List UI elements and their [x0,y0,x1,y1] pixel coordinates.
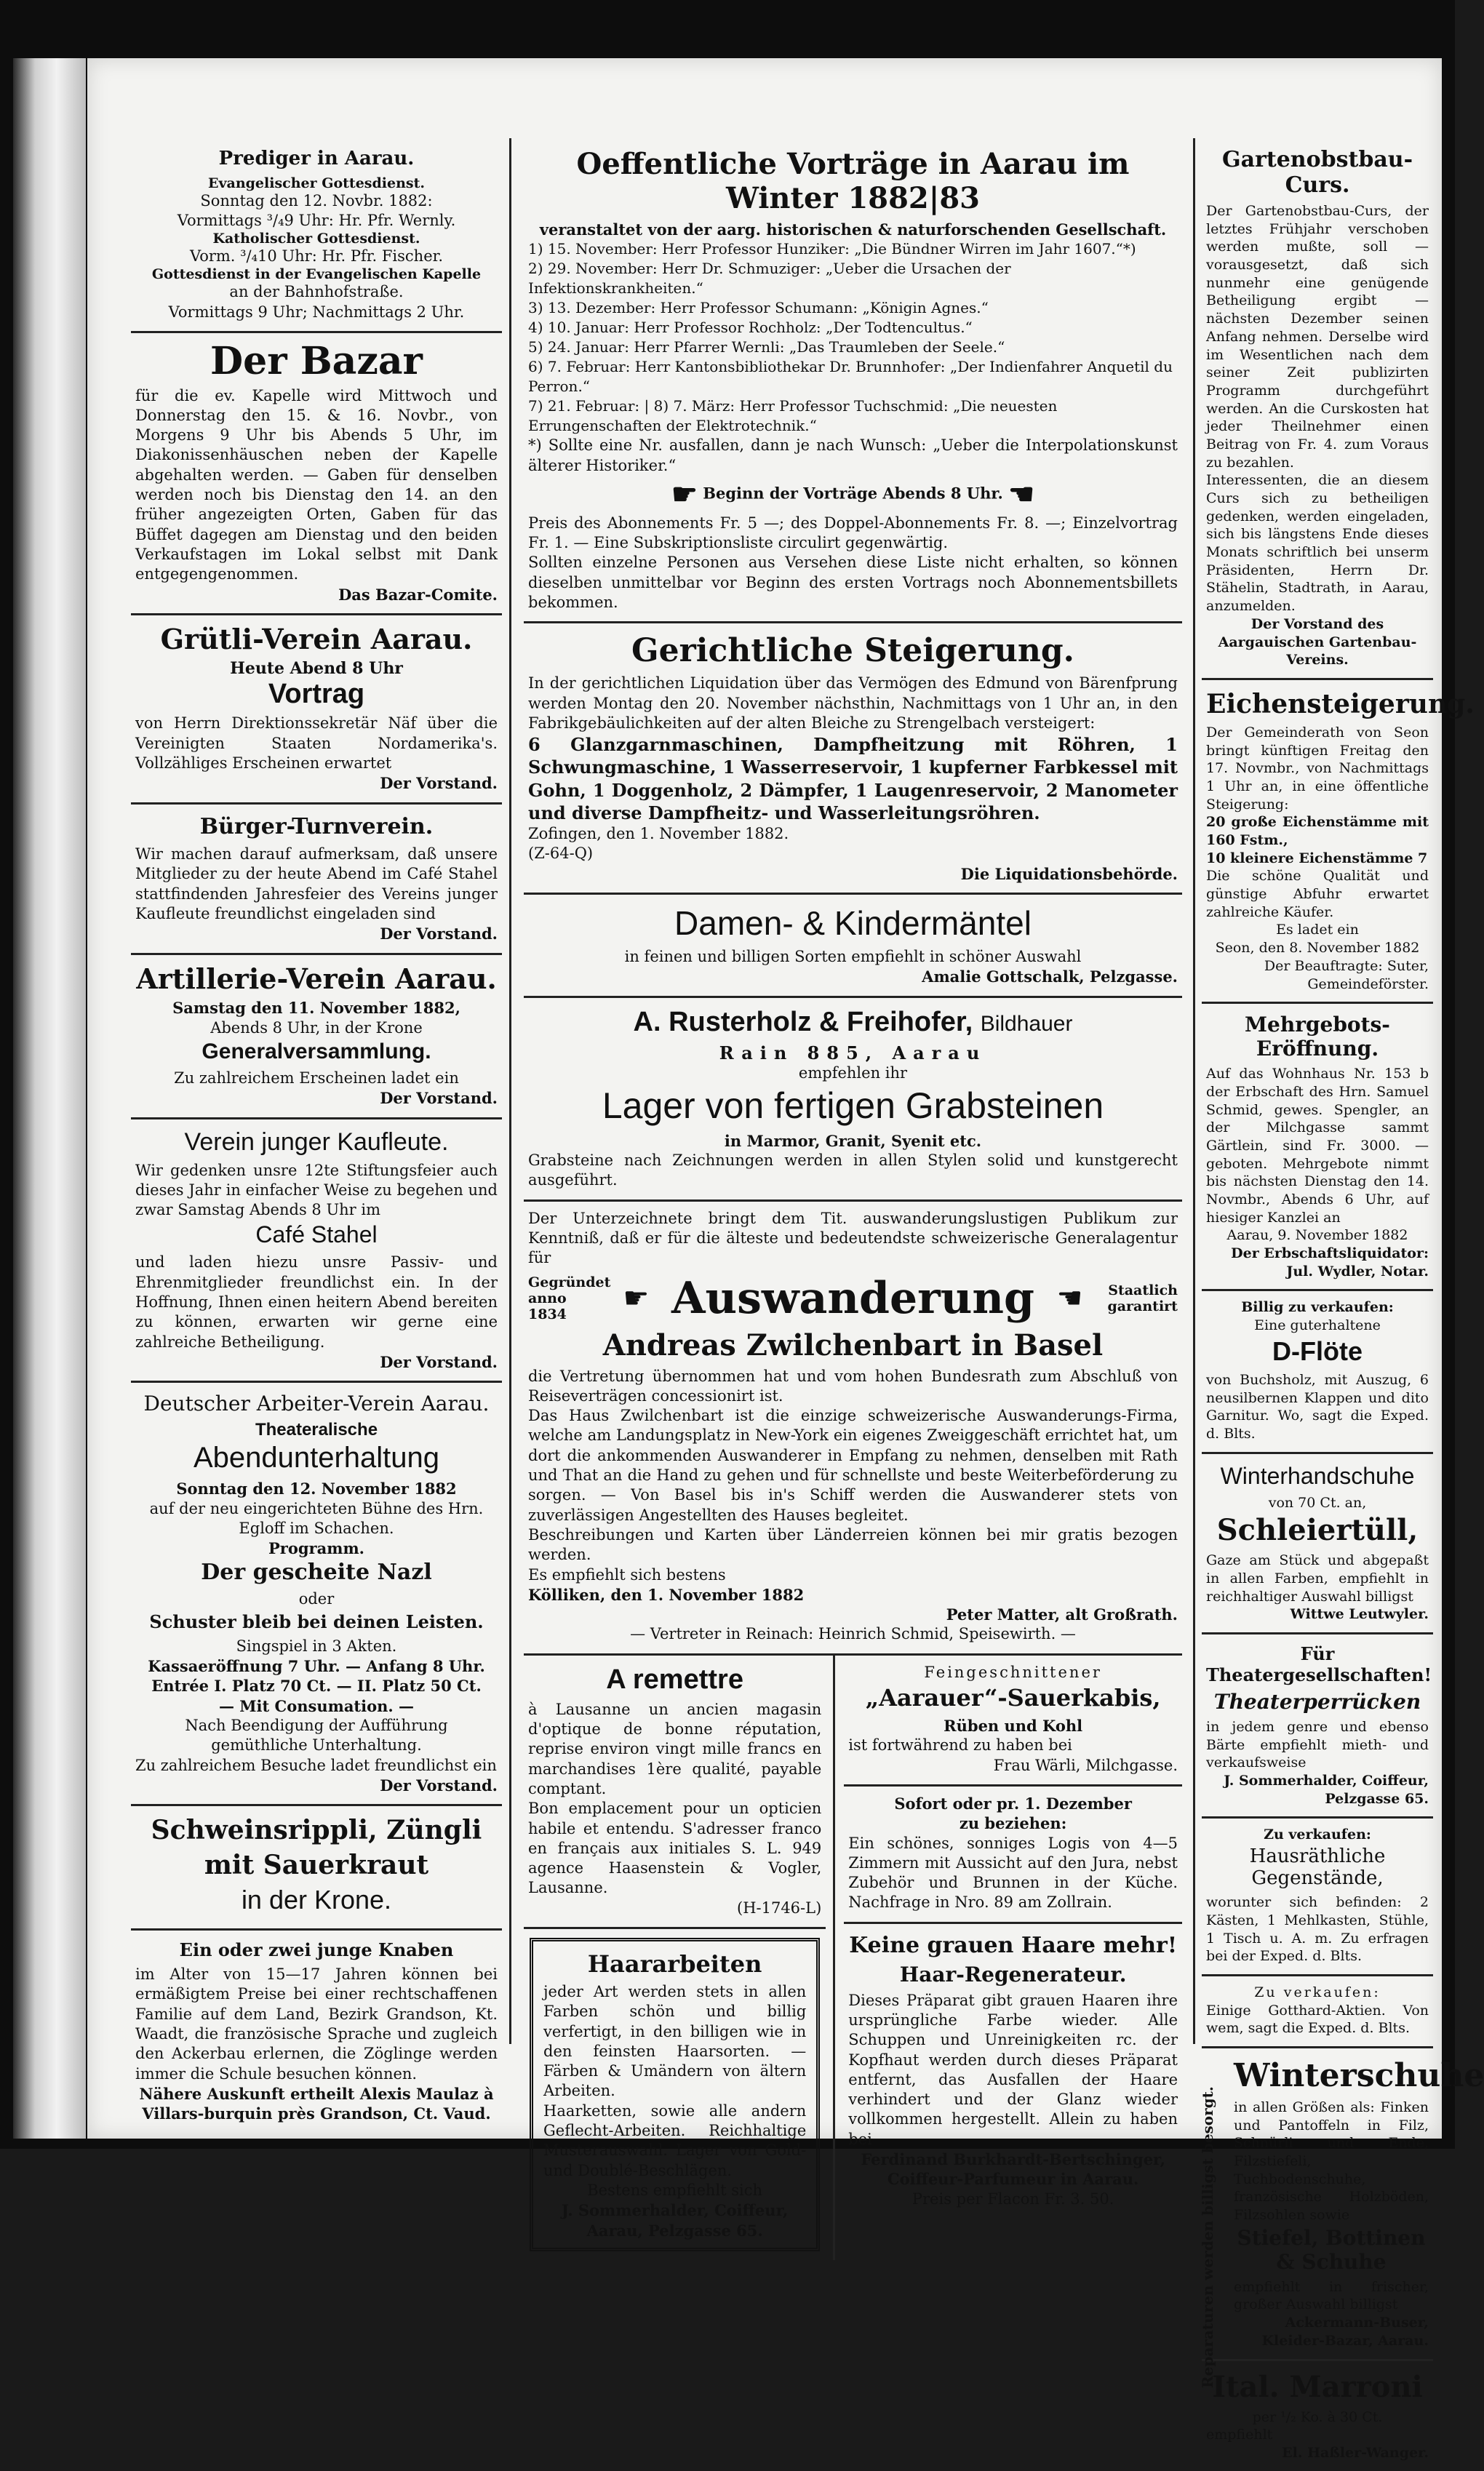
arbeiter-date: Sonntag den 12. November 1882 [176,1480,457,1498]
lower-middle-right [835,1656,1182,2260]
artillerie-text2: Zu zahlreichem Erscheinen ladet ein [174,1069,459,1087]
remettre-text2: Bon emplacement pour un opticien habile et entendu. S'adresser franco en français aux initiales S. L. 949 agence Haasenstein & Vogler, Lausanne. [528,1800,822,1897]
evang-date: Sonntag den 12. Novbr. 1882: [200,191,433,209]
middle-column [524,138,1182,2240]
arbeiter-sub: Theateralische [255,1420,378,1440]
vortrag-item: 4) 10. Januar: Herr Professor Rochholz: „Der Todtencultus.“ [528,319,973,337]
haare-sign: Ferdinand Burkhardt-Bertschinger, Coiffeur-Parfumeur in Aarau. [861,2150,1165,2189]
haar-sign: J. Sommerhalder, Coiffeur, Aarau, Pelzgasse 65. [561,2201,789,2240]
schuhe-title: Winterschuhe [1234,2056,1484,2094]
winter-big: Schleiertüll, [1216,1513,1419,1548]
winter-sub: von 70 Ct. an, [1268,1494,1367,1511]
artillerie-date: Samstag den 11. November 1882, [172,999,460,1018]
logis-head: Sofort oder pr. 1. Dezember [894,1794,1132,1813]
ad-haar-regenerateur [844,1924,1182,2218]
haar-text2: Haarketten, sowie alle andern Geflecht-Arbeiten. Reichhaltige Musterauswahl. Lager von Gold- und Doublé-Beschlägen. [543,2101,807,2179]
mehrgebot-sign: Der Erbschaftsliquidator: Jul. Wydler, Notar. [1231,1245,1429,1280]
schweinsrippli-line3: in der Krone. [241,1885,392,1915]
vortrag-item: 3) 13. Dezember: Herr Professor Schumann: „Königin Agnes.“ [528,299,989,317]
eichen-text: Der Gemeinderath von Seon bringt künftigen Freitag den 17. Novmbr., von Nachmittags 1 Uhr an, in eine öffentliche Steigerung: [1206,724,1429,813]
knaben-title: Ein oder zwei junge Knaben [179,1939,454,1961]
haare-price: Preis per Flacon Fr. 3. 50. [911,2189,1114,2208]
vortraege-preis2: Sollten einzelne Personen aus Versehen diese Liste nicht erhalten, so können dieselben unmittelbar vor Beginn des ersten Vortrags noch Abonnementsbillets bekommen. [528,554,1178,612]
garten-sign: Der Vorstand des Aargauischen Gartenbau-Vereins. [1218,615,1417,668]
rusterholz-mat: in Marmor, Granit, Syenit etc. [724,1131,982,1150]
rusterholz-title: A. Rusterholz & Freihofer, [633,1006,973,1037]
ad-haararbeiten [530,1938,820,2251]
ad-eichensteigerung [1202,680,1475,1004]
schuhe-side-text: Reparaturen werden billigst besorgt. [1199,2086,1216,2389]
vortraege-list [528,239,1178,436]
arbeiter-sign: Der Vorstand. [380,1776,498,1795]
rusterholz-title-row [528,1007,1178,1038]
rusterholz-addr: Rain 885, Aarau [719,1042,987,1063]
floete-big: D-Flöte [1272,1336,1363,1366]
ad-floete [1202,1291,1433,1453]
mehrgebot-title: Mehrgebots-Eröffnung. [1245,1013,1390,1061]
marroni-sign: El. Haßler-Wanger. [1282,2444,1429,2461]
kath-text: Vorm. ³/₄10 Uhr: Hr. Pfr. Fischer. [189,247,444,266]
turn-title: Bürger-Turnverein. [199,813,434,839]
ad-logis [844,1787,1182,1924]
arbeiter-text2: Nach Beendigung der Aufführung gemüthliche Unterhaltung. [185,1716,448,1755]
remettre-title: A remettre [606,1664,743,1695]
artillerie-big: Generalversammlung. [202,1039,431,1063]
remettre-text: à Lausanne un ancien magasin d'optique de bonne réputation, reprise environ vingt mille francs en marchandises 1ère qualité, payable comptant. [528,1700,822,1797]
ad-knaben [131,1931,502,2132]
newspaper-page [87,58,1484,2461]
steigerung-place: Zofingen, den 1. November 1882. [528,825,789,843]
ad-gartenobstbau [1202,138,1433,680]
gruetli-text: von Herrn Direktionssekretär Näf über die Vereinigten Staaten Nordamerika's. Vollzähliges Erscheinen erwartet [135,714,498,773]
knaben-text: im Alter von 15—17 Jahren können bei ermäßigtem Preise bei einer rechtschaffenen Familie auf dem Land, Bezirk Grandson, Kt. Waadt, die französische Sprache und zugleich den Ackerbau erlernen, die Zöglinge werden immer die Schule besuchen können. [135,1965,498,2083]
haare-title: Keine grauen Haare mehr! [849,1932,1178,1958]
gruetli-big: Vortrag [268,678,365,709]
damen-title: Damen- & Kindermäntel [674,903,1032,942]
turn-text: Wir machen darauf aufmerksam, daß unsere Mitglieder zu der heute Abend im Café Stahel stattfindenden Jahresfeier des Vereins junger Kaufleute freundlichst eingeladen sind [135,845,498,923]
damen-text: in feinen und billigen Sorten empfiehlt in schöner Auswahl [624,947,1082,965]
pointing-hand-icon: ☛ [671,476,698,511]
vortraege-note: *) Sollte eine Nr. ausfallen, dann je nach Wunsch: „Ueber die Interpolationskunst älterer Historiker.“ [528,436,1178,474]
gotthard-head: Zu verkaufen: [1254,1984,1381,2000]
vortraege-sub: veranstaltet von der aarg. historischen & naturforschenden Gesellschaft. [539,220,1167,239]
column-rule-left [509,138,511,2044]
bazar-title: Der Bazar [210,338,423,383]
eichen-text3: Es ladet ein [1276,922,1359,938]
vortraege-begin-row [528,476,1178,514]
gotthard-text: Einige Gotthard-Aktien. Von wem, sagt die Exped. d. Blts. [1206,2002,1429,2037]
eichen-item1: 20 große Eichenstämme mit 160 Fstm., [1206,814,1429,848]
artillerie-title: Artillerie-Verein Aarau. [136,962,497,995]
auswanderung-vertr: — Vertreter in Reinach: Heinrich Schmid, Speisewirth. — [630,1625,1076,1643]
winter-sign: Wittwe Leutwyler. [1290,1606,1429,1623]
ad-prediger [131,138,502,333]
floete-head: Billig zu verkaufen: [1241,1299,1394,1316]
artillerie-text: Abends 8 Uhr, in der Krone [210,1018,423,1037]
remettre-code: (H-1746-L) [737,1899,822,1917]
prediger-title: Prediger in Aarau. [218,148,415,169]
steigerung-sign: Die Liquidationsbehörde. [960,864,1178,883]
ad-vortraege [524,138,1182,623]
sauerkabis-pre: Feingeschnittener [924,1663,1102,1681]
arbeiter-kasse: Kassaeröffnung 7 Uhr. — Anfang 8 Uhr. [148,1657,485,1676]
schuhe-side [1199,2048,1231,2427]
turn-sign: Der Vorstand. [380,925,498,943]
haus-text: worunter sich befinden: 2 Kästen, 1 Mehlkasten, Stühle, 1 Tisch u. A. m. Zu erfragen bei der Exped. d. Blts. [1206,1894,1429,1965]
auswanderung-right: Staatlich garantirt [1107,1282,1178,1314]
logis-text: Ein schönes, sonniges Logis von 4—5 Zimmern mit Aussicht auf den Jura, nebst Zubehör und Brunnen in der Küche. Nachfrage in Nro. 89 am Zollrain. [848,1834,1178,1912]
ad-rusterholz [524,998,1182,1202]
kaufleute-text: Wir gedenken unsre 12te Stiftungsfeier auch dieses Jahr in einfacher Weise zu begehen und zwar Samstag Abends 8 Uhr im [135,1161,498,1219]
kath-head: Katholischer Gottesdienst. [212,231,420,247]
marroni-emp: empfiehlt [1206,2427,1273,2443]
right-column [1199,138,1484,2461]
evang-head: Evangelischer Gottesdienst. [208,175,425,191]
theater-sign: J. Sommerhalder, Coiffeur, Pelzgasse 65. [1224,1773,1429,1807]
auswanderung-text3: Beschreibungen und Karten über Länderreien können bei mir gratis bezogen werden. [528,1525,1178,1564]
theater-text: in jedem genre und ebenso Bärte empfiehlt mieth- und verkaufsweise [1206,1719,1429,1771]
ad-sauerkabis [844,1656,1182,1787]
kaufleute-text2: und laden hiezu unsre Passiv- und Ehrenmitglieder freundlichst ein. In der Hoffnung, Ihnen einen heitern Abend bereiten zu können, erwarten wir gerne eine zahlreiche Betheiligung. [135,1253,498,1351]
haare-text: Dieses Präparat gibt grauen Haaren ihre ursprüngliche Farbe wieder. Alle Schuppen und Unreinigkeiten rc. der Kopfhaut werden durch dieses Präparat entfernt, das Ausfallen der Haare verhindert und der Glanz wieder vollkommen hergestellt. Allein zu haben bei [848,1991,1178,2148]
eichen-sign: Der Beauftragte: Suter, Gemeindeförster. [1264,957,1429,992]
schweinsrippli-line2: mit Sauerkraut [204,1850,429,1881]
column-rule-right [1193,138,1195,2044]
mehrgebot-place: Aarau, 9. November 1882 [1226,1227,1408,1244]
ad-auswanderung [524,1202,1182,1656]
eichen-title: Eichensteigerung. [1206,688,1475,719]
schuhe-sign: Ackermann-Buser, Kleider-Bazar, Aarau. [1261,2315,1429,2349]
bazar-text: für die ev. Kapelle wird Mittwoch und Donnerstag den 15. & 16. Novbr., von Morgens 9 Uhr bis Abends 5 Uhr, im Diakonissenhäuschen neben der Kapelle abgehalten werden. — Gaben für denselben werden noch bis Dienstag den 14. an den früher angezeigten Orten, Gaben für das Büffet dagegen am Dienstag und den beiden Verkaufstagen im Lokal selbst mit Dank entgegengenommen. [135,386,498,583]
pointing-hand-left-icon: ☚ [1008,476,1034,511]
ad-damenmaentel [524,895,1182,998]
gruetli-sign: Der Vorstand. [380,774,498,793]
auswanderung-left: Gegründet anno 1834 [528,1274,611,1322]
auswanderung-sign: Peter Matter, alt Großrath. [946,1605,1178,1624]
vortraege-preis: Preis des Abonnements Fr. 5 —; des Doppel-Abonnements Fr. 8. —; Einzelvortrag Fr. 1. — Eine Subskriptionsliste circulirt gegenwärtig. [528,514,1178,552]
auswanderung-text: die Vertretung übernommen hat und vom hohen Bundesrath zum Abschluß von Reiseverträgen concessionirt ist. [528,1367,1178,1405]
auswanderung-firm: Andreas Zwilchenbart in Basel [602,1328,1104,1362]
evang-text: Vormittags ³/₄9 Uhr: Hr. Pfr. Wernly. [177,211,456,229]
lower-middle-split [524,1656,1182,2260]
sauerkabis-sign: Frau Wärli, Milchgasse. [993,1756,1178,1774]
kaufleute-place: Café Stahel [255,1221,378,1248]
theater-big: Theaterperrücken [1213,1690,1421,1714]
garten-text2: Interessenten, die an diesem Curs sich zu betheiligen gedenken, werden eingeladen, sich bis längstens Ende dieses Monats schriftlich bei unserm Präsidenten, Herrn Dr. Stähelin, Stadtrath, in Aarau, anzumelden. [1206,472,1429,615]
steigerung-title: Gerichtliche Steigerung. [631,632,1074,670]
pointing-hand-icon: ☛ [623,1281,650,1315]
gruetli-sub: Heute Abend 8 Uhr [230,658,403,678]
ad-gruetli [131,615,502,805]
eichen-text2: Die schöne Qualität und günstige Abfuhr erwartet zahlreiche Käufer. [1206,868,1429,920]
arbeiter-prog: Programm. [268,1539,364,1558]
arbeiter-text3: Zu zahlreichem Besuche ladet freundlichst ein [135,1756,497,1774]
arbeiter-cons: — Mit Consumation. — [218,1696,415,1715]
arbeiter-big: Abendunterhaltung [193,1442,440,1474]
kapelle-time: Vormittags 9 Uhr; Nachmittags 2 Uhr. [168,303,465,321]
ad-steigerung [524,623,1182,895]
steigerung-code: (Z-64-Q) [528,845,594,863]
sauerkabis-sub: Rüben und Kohl [944,1717,1083,1736]
ad-artillerie [131,955,502,1119]
schuhe-text2: empfiehlt in frischer, großer Auswahl billigst [1234,2278,1429,2313]
ad-kaufleute [131,1119,502,1384]
arbeiter-play2: Schuster bleib bei deinen Leisten. [149,1610,484,1632]
vortraege-title: Oeffentliche Vorträge in Aarau im Winter 1882|83 [576,147,1130,215]
ad-mehrgebot [1202,1004,1433,1291]
marroni-title: Ital. Marroni [1212,2369,1423,2404]
rusterholz-big: Lager von fertigen Grabsteinen [602,1085,1104,1126]
steigerung-text: In der gerichtlichen Liquidation über das Vermögen des Edmund von Bärenfprung werden Montag den 20. November nächsthin, Nachmittags von 1 Uhr an, in den Fabrikgebäulichkeiten auf der alten Bleiche zu Strengelbach versteigert: [528,674,1178,732]
auswanderung-emp: Es empfiehlt sich bestens [528,1565,726,1584]
kaufleute-sign: Der Vorstand. [380,1352,498,1371]
kaufleute-title: Verein junger Kaufleute. [184,1127,449,1156]
arbeiter-entree: Entrée I. Platz 70 Ct. — II. Platz 50 Ct. [151,1677,482,1696]
floete-text: von Buchsholz, mit Auszug, 6 neusilbernen Klappen und dito Garnitur. Wo, sagt die Exped. d. Blts. [1206,1371,1429,1442]
vortrag-item: 1) 15. November: Herr Professor Hunziker: „Die Bündner Wirren im Jahr 1607.“*) [528,240,1136,258]
mehrgebot-text: Auf das Wohnhaus Nr. 153 b der Erbschaft des Hrn. Samuel Schmid, gewes. Spengler, an der Milchgasse sammt Gärtlein, sind Fr. 3000. — geboten. Mehrgebote nimmt bis nächsten Dienstag den 14. Novmbr., Abends 6 Uhr, auf hiesiger Kanzlei an [1206,1066,1429,1226]
haar-text: jeder Art werden stets in allen Farben schön und billig verfertigt, in den billigen wie in den feinsten Haarsorten. — Färben & Umändern von ältern Arbeiten. [543,1983,807,2100]
haus-title: Hausräthliche Gegenstände, [1249,1845,1386,1890]
theater-title: Für Theatergesellschaften! [1206,1643,1432,1685]
ad-winterhandschuhe [1202,1454,1433,1634]
sauerkabis-text: ist fortwährend zu haben bei [848,1736,1072,1755]
winter-text: Gaze am Stück und abgepaßt in allen Farben, empfiehlt in reichhaltiger Auswahl billigst [1206,1552,1429,1605]
garten-text: Der Gartenobstbau-Curs, der letztes Frühjahr verschoben werden mußte, soll — vorausgesetzt, daß sich nunmehr eine genügende Betheiligung ergibt — nächsten Dezember seinen Anfang nehmen. Derselbe wird im Wesentlichen nach dem seiner Zeit publizirten Programm durchgeführt werden. An die Curskosten hat jeder Theilnehmer einen Beitrag von Fr. 4. zum Voraus zu bezahlen. [1206,203,1429,471]
schuhe-text: in allen Größen als: Finken und Pantoffeln in Filz, Schnürli und Ende, Filzstiefeli, Tuchbodenschuhe, französische Holzböden, Filzsohlen sowie [1234,2099,1429,2224]
ad-schweinsrippli [131,1806,502,1931]
auswanderung-intro: Der Unterzeichnete bringt dem Tit. auswanderungslustigen Publikum zur Kenntniß, daß er für die älteste und bedeutendste schweizerische Generalagentur für [528,1209,1178,1267]
damen-sign: Amalie Gottschalk, Pelzgasse. [922,967,1178,986]
knaben-text2: Nähere Auskunft ertheilt Alexis Maulaz à Villars-burquin près Grandson, Ct. Vaud. [139,2084,494,2123]
arbeiter-play1: Der gescheite Nazl [201,1560,432,1586]
ad-hausraeth [1202,1819,1433,1976]
haar-title: Haararbeiten [587,1950,762,1978]
ad-turnverein [131,805,502,955]
winter-title: Winterhandschuhe [1220,1462,1415,1489]
auswanderung-banner [528,1273,1178,1324]
vortrag-item: 7) 21. Februar: | 8) 7. März: Herr Professor Tuchschmid: „Die neuesten Errungenschaften der Elektrotechnik.“ [528,397,1058,435]
schuhe-big: Stiefel, Bottinen & Schuhe [1237,2225,1426,2274]
auswanderung-text2: Das Haus Zwilchenbart ist die einzige schweizerische Auswanderungs-Firma, welche am Landungsplatz in New-York ein eigenes Zweiggeschäft errichtet hat, um dort die ankommenden Auswanderer in Empfang zu nehmen, denselben mit Rath und That an die Hand zu gehen und für schnellste und beste Weiterbeförderung zu sorgen. — Von Basel bis in's Schiff werden die Auswanderer stets von zuverlässigen Angestellten des Hauses begleitet. [528,1407,1178,1524]
rusterholz-title2: Bildhauer [980,1011,1073,1036]
artillerie-sign: Der Vorstand. [380,1089,498,1108]
marroni-text: per ¹/₂ Ko. à 30 Ct. [1252,2408,1383,2425]
auswanderung-big: Auswanderung [671,1272,1034,1324]
steigerung-items: 6 Glanzgarnmaschinen, Dampfheitzung mit Röhren, 1 Schwungmaschine, 1 Wasserreservoir, 1 kupferner Farbkessel mit Gohn, 1 Doggenholz, 2 Dämpfer, 1 Laugenreservoir, 2 Manometer und diverse Dampfheitz- und Wasserleitungsröhren. [528,734,1178,823]
pointing-hand-left-icon: ☚ [1056,1281,1083,1315]
vortrag-item: 2) 29. November: Herr Dr. Schmuziger: „Ueber die Ursachen der Infektionskrankheiten.“ [528,260,1011,298]
kapelle-head: Gottesdienst in der Evangelischen Kapelle [151,266,482,283]
ad-bazar [131,333,502,615]
eichen-place: Seon, den 8. November 1882 [1215,940,1420,957]
vortraege-begin: Beginn der Vorträge Abends 8 Uhr. [703,484,1003,503]
arbeiter-text: auf der neu eingerichteten Bühne des Hrn. Egloff im Schachen. [149,1499,484,1537]
rusterholz-text: Grabsteine nach Zeichnungen werden in allen Stylen solid und kunstgerecht ausgeführt. [528,1151,1178,1189]
logis-sub: zu beziehen: [959,1814,1067,1833]
vortrag-item: 6) 7. Februar: Herr Kantonsbibliothekar Dr. Brunnhofer: „Der Indienfahrer Anquetil du Perron.“ [528,358,1173,396]
gruetli-title: Grütli-Verein Aarau. [160,622,473,655]
garten-title: Gartenobstbau-Curs. [1221,147,1413,198]
schweinsrippli-line1: Schweinsrippli, Züngli [151,1815,482,1846]
ad-gotthard [1202,1976,1433,2048]
haus-head: Zu verkaufen: [1264,1827,1371,1843]
book-spine [13,58,86,2139]
left-column [131,138,502,2123]
vortrag-item: 5) 24. Januar: Herr Pfarrer Wernli: „Das Traumleben der Seele.“ [528,338,1005,356]
lower-middle-left [524,1656,835,2260]
ad-remettre [524,1656,826,1929]
arbeiter-akte: Singspiel in 3 Akten. [236,1637,397,1655]
ad-marroni [1202,2361,1433,2471]
sauerkabis-title: „Aarauer“-Sauerkabis, [865,1684,1161,1712]
floete-sub: Eine guterhaltene [1254,1317,1381,1334]
arbeiter-title: Deutscher Arbeiter-Verein Aarau. [143,1392,490,1416]
auswanderung-place: Kölliken, den 1. November 1882 [528,1585,805,1604]
ad-theaterperruecken [1202,1634,1433,1819]
haar-emp: Bestens empfiehlt sich [587,2181,763,2199]
ad-arbeiterverein [131,1383,502,1806]
bazar-sign: Das Bazar-Comite. [338,585,498,604]
haare-sub: Haar-Regenerateur. [899,1962,1127,1987]
rusterholz-emp: empfehlen ihr [798,1063,908,1082]
eichen-item2: 10 kleinere Eichenstämme 7 [1206,850,1428,866]
arbeiter-oder: oder [298,1590,335,1608]
kapelle-text: an der Bahnhofstraße. [229,283,404,301]
